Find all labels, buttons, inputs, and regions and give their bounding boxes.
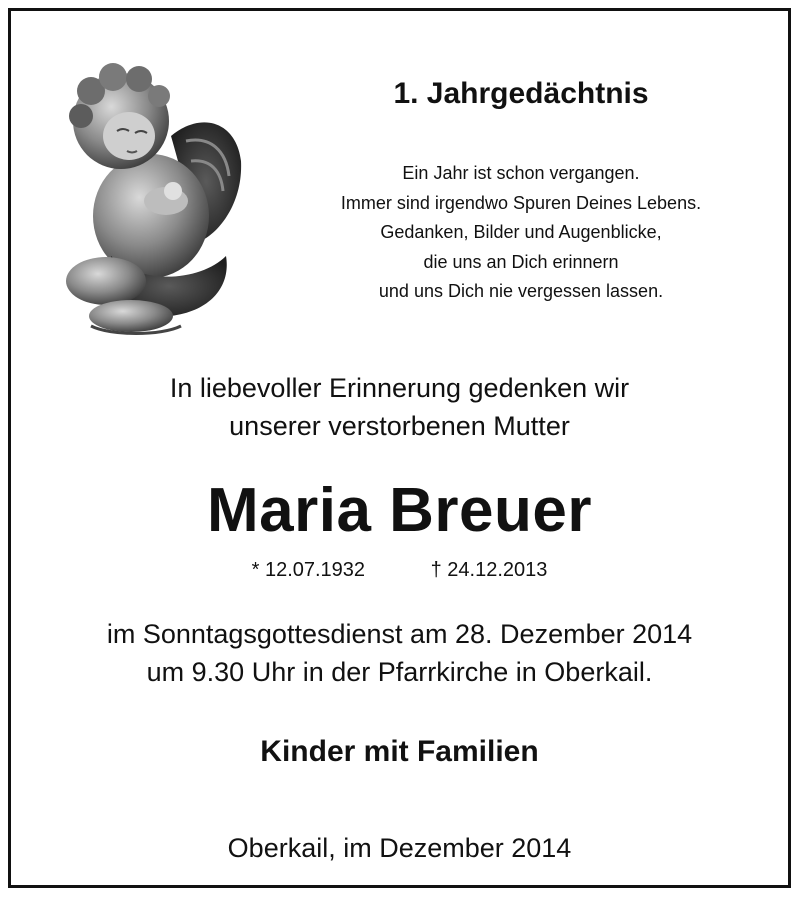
anniversary-title: 1. Jahrgedächtnis xyxy=(393,77,649,110)
intro-text xyxy=(11,369,788,445)
poem-line: die uns an Dich erinnern xyxy=(423,251,619,272)
angel-statue-icon xyxy=(51,41,246,341)
poem-line: Immer sind irgendwo Spuren Deines Lebens. xyxy=(340,192,702,213)
service-line: um 9.30 Uhr in der Pfarrkirche in Oberkail. xyxy=(146,657,653,687)
family-signature: Kinder mit Familien xyxy=(260,735,539,768)
poem-line: Ein Jahr ist schon vergangen. xyxy=(402,163,640,183)
birth-date: * 12.07.1932 xyxy=(251,559,366,581)
intro-line: In liebevoller Erinnerung gedenken wir xyxy=(169,373,630,403)
poem-line: und uns Dich nie vergessen lassen. xyxy=(378,281,664,301)
service-info xyxy=(11,615,788,691)
life-dates xyxy=(11,559,788,582)
obituary-notice xyxy=(8,8,791,888)
death-date: † 24.12.2013 xyxy=(430,559,548,581)
service-line: im Sonntagsgottesdienst am 28. Dezember 2014 xyxy=(106,619,693,649)
intro-line: unserer verstorbenen Mutter xyxy=(229,411,570,441)
deceased-name: Maria Breuer xyxy=(206,476,593,545)
poem xyxy=(271,159,771,307)
poem-line: Gedanken, Bilder und Augenblicke, xyxy=(380,222,662,242)
place-date: Oberkail, im Dezember 2014 xyxy=(227,833,572,863)
